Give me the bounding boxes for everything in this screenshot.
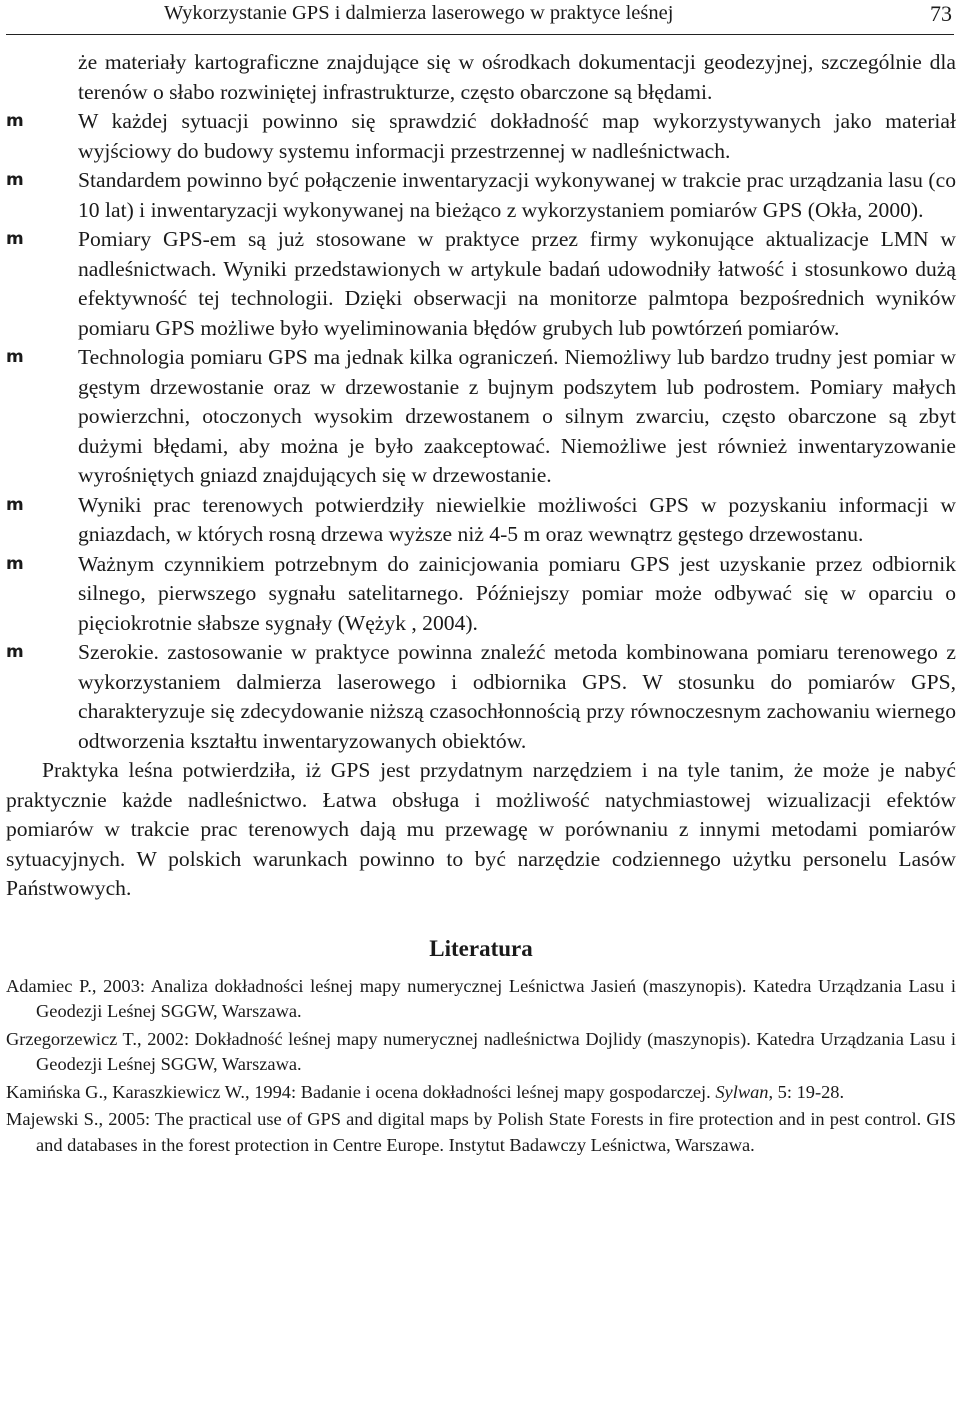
reference-item (6, 974, 956, 1025)
reference-text: Kamińska G., Karaszkiewicz W., 1994: Badanie i ocena dokładności leśnej mapy gospodarczej. (6, 1081, 716, 1102)
list-item (6, 107, 956, 166)
reference-text: Grzegorzewicz T., 2002: Dokładność leśnej mapy numerycznej nadleśnictwa Dojlidy (maszynopis). Katedra Urządzania Lasu i Geodezji Leśnej SGGW, Warszawa. (6, 1028, 956, 1074)
bullet-icon: m (6, 553, 24, 574)
list-item-text: Szerokie. zastosowanie w praktyce powinna znaleźć metoda kombinowana pomiaru terenowego z wykorzystaniem dalmierza laserowego i odbiornika GPS. W stosunku do pomiarów GPS, charakteryzuje się zdecydowanie niższą czasochłonnością przy równoczesnym zachowaniu wiernego odtworzenia kształtu inwentaryzowanych obiektów. (78, 640, 956, 753)
list-item-text: Ważnym czynnikiem potrzebnym do zainicjowania pomiaru GPS jest uzyskanie przez odbiornik silnego, pierwszego sygnału satelitarnego. Późniejszy pomiar może odbywać się w oparciu o pięciokrotnie słabsze sygnały (Wężyk , 2004). (78, 551, 956, 635)
reference-list (6, 974, 956, 1159)
reference-item (6, 1080, 956, 1106)
journal-title: Sylwan (715, 1081, 769, 1102)
list-item-text: Technologia pomiaru GPS ma jednak kilka ograniczeń. Niemożliwy lub bardzo trudny jest pomiar w gęstym drzewostanie oraz w drzewostanie z bujnym podszytem lub podrostem. Pomiary małych powierzchni, otoczonych wysokim drzewostanem o silnym zwarciu, często obarczone są zbyt dużymi błędami, aby można je było zaakceptować. Niemożliwe jest również inwentaryzowanie wyrośniętych gniazd znajdujących się w drzewostanie. (78, 345, 956, 487)
literature-heading: Literatura (429, 935, 533, 961)
running-title: Wykorzystanie GPS i dalmierza laserowego w praktyce leśnej (164, 2, 674, 24)
reference-item (6, 1027, 956, 1078)
list-item-text: Pomiary GPS-em są już stosowane w praktyce przez firmy wykonujące aktualizacje LMN w nadleśnictwach. Wyniki przedstawionych w artykule badań udowodniły łatwość i stosunkowo dużą efektywność tej technologii. Dzięki obserwacji na monitorze palmtopa bezpośrednich wyników pomiaru GPS możliwe było wyeliminowania błędów grubych lub powtórzeń pomiarów. (78, 227, 956, 340)
bullet-icon: m (6, 347, 24, 367)
reference-tail: , 5: 19-28. (768, 1081, 845, 1102)
reference-text: Majewski S., 2005: The practical use of GPS and digital maps by Polish State Forests in fire protection and in pest control. GIS and databases in the forest protection in Centre Europe. Instytut Badawczy Leśnictwa, Warszawa. (6, 1109, 956, 1155)
list-item-text: Wyniki prac terenowych potwierdziły niewielkie możliwości GPS w pozyskaniu informacji w gniazdach, w których rosną drzewa wyższe niż 4-5 m oraz wewnątrz gęstego drzewostanu. (78, 492, 956, 546)
list-item (6, 550, 956, 639)
bullet-icon: m (6, 494, 24, 515)
bullet-icon: m (6, 642, 24, 662)
reference-text: Adamiec P., 2003: Analiza dokładności leśnej mapy numerycznej Leśnictwa Jasień (maszynopis). Katedra Urządzania Lasu i Geodezji Leśnej SGGW, Warszawa. (6, 975, 956, 1021)
closing-paragraph: Praktyka leśna potwierdziła, iż GPS jest przydatnym narzędziem i na tyle tanim, że może je nabyć praktycznie każde nadleśnictwo. Łatwa obsługa i możliwość natychmiastowej wizualizacji efektów pomiarów w trakcie prac terenowych dają mu przewagę w porównaniu z innymi metodami pomiarów sytuacyjnych. W polskich warunkach powinno to być narzędzie codziennego użytku personelu Lasów Państwowych. (6, 758, 956, 900)
list-item-text: Standardem powinno być połączenie inwentaryzacji wykonywanej w trakcie prac urządzania lasu (co 10 lat) i inwentaryzacji wykonywanej na bieżąco z wykorzystaniem pomiarów GPS (Okła, 2000). (78, 168, 956, 222)
page-number: 73 (930, 1, 952, 26)
list-item (6, 343, 956, 491)
bullet-icon: m (6, 170, 24, 190)
list-item (6, 225, 956, 343)
list-item (6, 491, 956, 550)
list-item (6, 638, 956, 756)
article-body (6, 48, 956, 1160)
list-item-text: W każdej sytuacji powinno się sprawdzić dokładność map wykorzystywanych jako materiał wyjściowy do budowy systemu informacji przestrzennej w nadleśnictwach. (78, 109, 956, 163)
running-header (6, 0, 954, 35)
list-item (6, 166, 956, 225)
bullet-icon: m (6, 229, 24, 249)
conclusions-list (6, 107, 956, 756)
bullet-icon: m (6, 111, 24, 131)
continuation-text: że materiały kartograficzne znajdujące się w ośrodkach dokumentacji geodezyjnej, szczególnie dla terenów o słabo rozwiniętej infrastrukturze, często obarczone są błędami. (78, 50, 956, 104)
reference-item (6, 1107, 956, 1158)
